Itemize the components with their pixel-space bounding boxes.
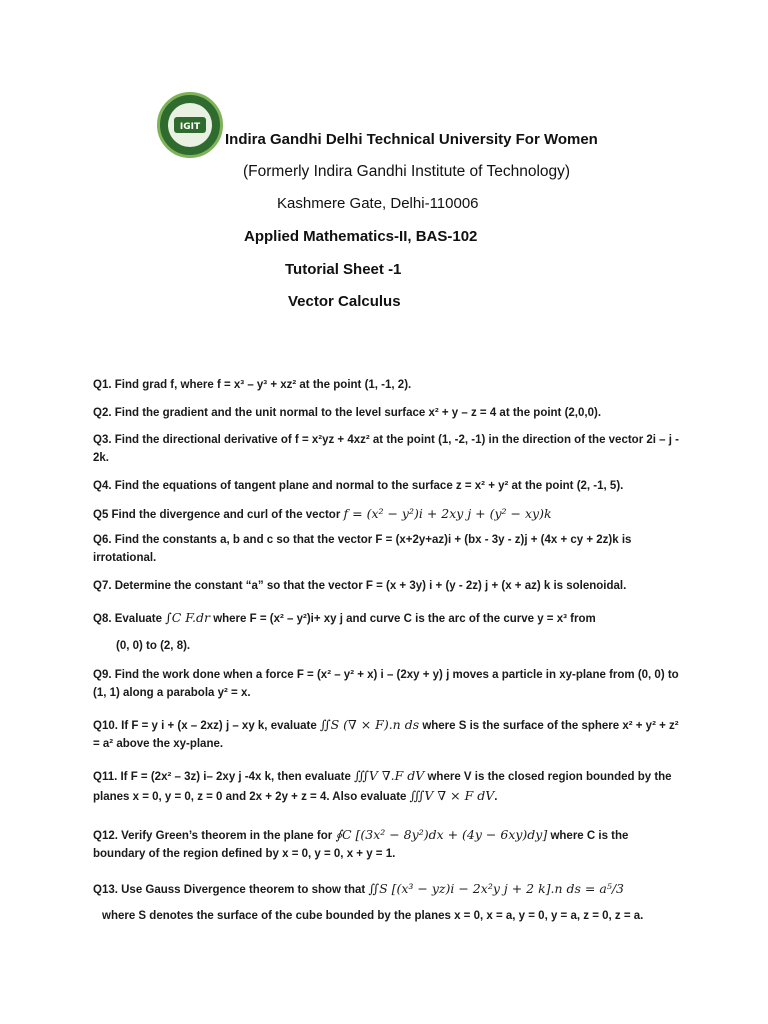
- question-13-text-a: Q13. Use Gauss Divergence theorem to show that: [93, 884, 366, 896]
- question-13: [93, 880, 683, 900]
- question-10: [93, 716, 683, 753]
- question-11-math-1: ∭V ∇.F dV: [354, 768, 425, 783]
- question-1: Q1. Find grad f, where f = x³ – y³ + xz² at the point (1, -1, 2).: [93, 379, 412, 391]
- question-8-continuation: (0, 0) to (2, 8).: [116, 640, 191, 652]
- question-11: [93, 767, 683, 806]
- question-11-text-c: .: [494, 790, 498, 803]
- logo-text: IGIT: [179, 122, 201, 132]
- question-2: Q2. Find the gradient and the unit normal to the level surface x² + y – z = 4 at the point (2,0,0).: [93, 407, 602, 419]
- question-12: [93, 826, 683, 863]
- question-4: Q4. Find the equations of tangent plane and normal to the surface z = x² + y² at the point (2, -1, 5).: [93, 480, 624, 492]
- topic-title: Vector Calculus: [288, 293, 401, 310]
- question-11-text-a: Q11. If F = (2x² – 3z) i– 2xy j -4x k, then evaluate: [93, 771, 351, 783]
- question-12-math: ∮C [(3x² − 8y²)dx + (4y − 6xy)dy]: [335, 827, 548, 842]
- question-11-text-b: where V is the closed region bounded by the planes x = 0, y = 0, z = 0 and 2x + 2y + z = 4. Also evaluate: [93, 771, 672, 803]
- question-9: Q9. Find the work done when a force F = (x² – y² + x) i – (2xy + y) j moves a particle in xy-plane from (0, 0) to (1, 1) along a parabola y² = x.: [93, 669, 679, 699]
- course-title: Applied Mathematics-II, BAS-102: [244, 228, 478, 245]
- question-10-text-a: Q10. If F = y i + (x – 2xz) j – xy k, evaluate: [93, 720, 317, 732]
- question-12-text-a: Q12. Verify Green’s theorem in the plane for: [93, 830, 333, 842]
- former-name: (Formerly Indira Gandhi Institute of Technology): [243, 163, 571, 180]
- sheet-title: Tutorial Sheet -1: [285, 261, 402, 278]
- question-10-math: ∬S (∇ × F).n ds: [319, 717, 420, 732]
- question-5-math: f = (x² − y²)i + 2xy j + (y² − xy)k: [343, 506, 552, 521]
- question-6: Q6. Find the constants a, b and c so that the vector F = (x+2y+az)i + (bx - 3y - z)j + (4x + cy + 2z)k is irrotational.: [93, 534, 632, 564]
- logo-emblem: [160, 95, 220, 155]
- question-8-text-a: Q8. Evaluate: [93, 613, 163, 625]
- question-10-text-b: where S is the surface of the sphere x² + y² + z² = a² above the xy-plane.: [93, 720, 679, 750]
- address: Kashmere Gate, Delhi-110006: [277, 195, 479, 212]
- university-name: Indira Gandhi Delhi Technical University For Women: [225, 131, 598, 148]
- question-8: [93, 609, 683, 629]
- question-3: Q3. Find the directional derivative of f = x²yz + 4xz² at the point (1, -2, -1) in the direction of the vector 2i – j - 2k.: [93, 434, 679, 464]
- question-13-math: ∬S [(x³ − yz)i − 2x²y j + 2 k].n ds = a⁵/3: [368, 881, 624, 896]
- question-5-text: Q5 Find the divergence and curl of the vector: [93, 509, 341, 521]
- question-8-text-b: where F = (x² – y²)i+ xy j and curve C is the arc of the curve y = x³ from: [213, 613, 596, 625]
- university-logo: [157, 92, 223, 158]
- question-8-math: ∫C F.dr: [165, 610, 210, 625]
- question-13-continuation: where S denotes the surface of the cube bounded by the planes x = 0, x = a, y = 0, y = a, z = 0, z = a.: [102, 910, 644, 922]
- question-12-text-b: where C is the boundary of the region defined by x = 0, y = 0, x + y = 1.: [93, 830, 629, 860]
- question-11-math-2: ∭V ∇ × F dV: [409, 787, 495, 803]
- question-7: Q7. Determine the constant “a” so that the vector F = (x + 3y) i + (y - 2z) j + (x + az) k is solenoidal.: [93, 580, 627, 592]
- question-5: [93, 505, 683, 525]
